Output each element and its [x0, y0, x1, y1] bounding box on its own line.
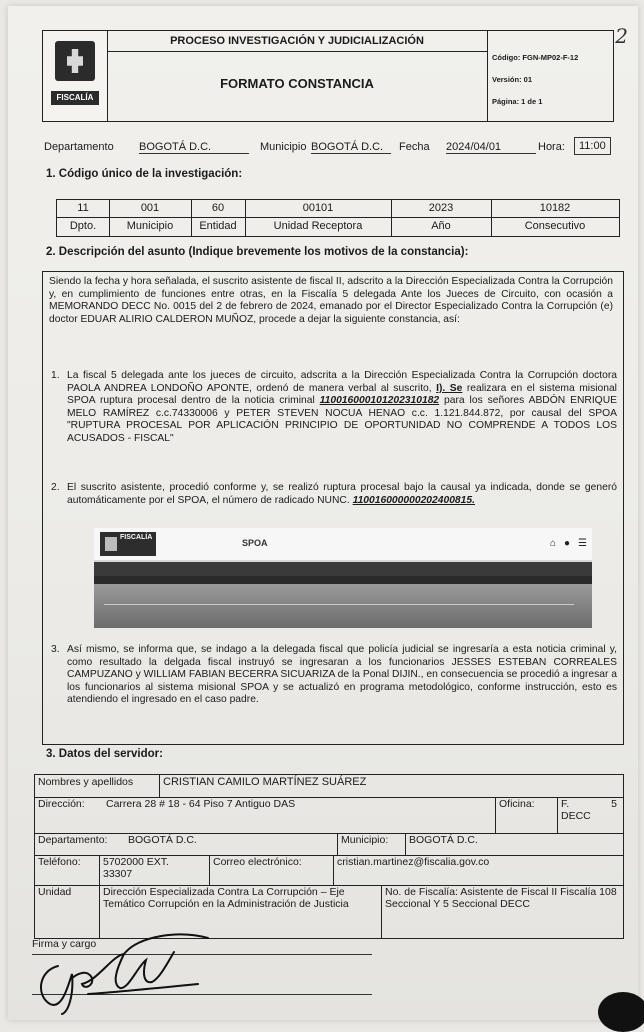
menu-icon: ☰ — [578, 538, 587, 549]
date-label: Fecha — [399, 141, 430, 153]
process-title: PROCESO INVESTIGACIÓN Y JUDICIALIZACIÓN — [107, 31, 487, 52]
handwritten-page-number: 2 — [615, 24, 628, 48]
code-cell-ano: 2023 Año — [391, 200, 492, 236]
row-phone — [35, 855, 623, 886]
list-item-2: 2. El suscrito asistente, procedió conforme y, se realizó ruptura procesal bajo la causal ya indicada, donde se generó automáticamente por el SPOA, el número de radicado NUNC. 110016000000202400815. — [51, 482, 617, 506]
code-cell-unidad: 00101 Unidad Receptora — [245, 200, 392, 236]
logo-label: FISCALÍA — [51, 91, 99, 105]
investigation-code-table — [56, 199, 620, 237]
server-data-table — [34, 774, 624, 939]
dept-label: Departamento: — [38, 834, 108, 846]
fiscalia-logo — [43, 31, 108, 121]
date-value: 2024/04/01 — [446, 141, 536, 154]
signature-label: Firma y cargo — [32, 938, 97, 950]
fiscalia-number: No. de Fiscalía: Asistente de Fiscal II Fiscalía 108 Seccional Y 5 Seccional DECC — [381, 885, 623, 938]
document-code: Código: FGN-MP02-F-12 — [492, 53, 579, 62]
spoa-fiscalia-logo: FISCALÍA — [100, 532, 156, 556]
spoa-content-area — [94, 584, 592, 628]
code-cell-entidad: 60 Entidad — [191, 200, 246, 236]
municipality-label: Municipio — [260, 141, 307, 153]
spoa-title: SPOA — [242, 538, 268, 548]
address-value: Carrera 28 # 18 - 64 Piso 7 Antiguo DAS — [106, 798, 296, 810]
name-value: CRISTIAN CAMILO MARTÍNEZ SUÁREZ — [159, 775, 623, 797]
mun-value: BOGOTÁ D.C. — [405, 833, 623, 855]
document-version: Versión: 01 — [492, 75, 533, 84]
hour-label: Hora: — [538, 141, 565, 153]
email-label: Correo electrónico: — [209, 855, 333, 885]
document-page — [8, 6, 638, 1020]
list-item-1: 1. La fiscal 5 delegada ante los jueces de circuito, adscrita a la Dirección Especializada Contra la Corrupción doctora PAOLA ANDREA LONDOÑO APONTE, ordenó de manera verbal al suscrito, I). Se realizara en el sistema misional SPOA ruptura procesal dentro de la noticia criminal 110016000101202310182 para los señores ABDÓN ENRIQUE MELO RAMÍREZ c.c.74330006 y PETER STEVEN NOCUA HENAO c.c. 1.121.844.872, por causal del SPOA "RUPTURA PROCESAL POR APLICACIÓN PRINCIPIO DE OPORTUNIDAD NO COMPRENDE A TODOS LOS ACUSADOS - FISCAL" — [51, 370, 617, 444]
document-header — [42, 30, 614, 122]
unit-label: Unidad — [38, 886, 72, 898]
phone-label: Teléfono: — [38, 856, 81, 868]
section-3-title: 3. Datos del servidor: — [46, 748, 163, 760]
name-label: Nombres y apellidos — [38, 776, 134, 788]
list-item-3: 3. Así mismo, se informa que, se indago a la delegada fiscal que policía judicial se ingresaría a esta noticia criminal y, como resultado la delgada fiscal instruyó se ingresaran a los funcionarios JESSES ESTEBAN CORREALES CAMPUZANO y WILLIAM FABIAN BECERRA SICUARIZA de la Ponal DIJIN., en consecuencia se procedió a ingresar a los funcionarios al sistema misional SPOA y se actualizó en programa metodológico, conforme instrucción, esto es atendiendo el ingresado en el caso padre. — [51, 644, 617, 706]
ink-blot — [598, 992, 644, 1032]
section-2-title: 2. Descripción del asunto (Indique brevemente los motivos de la constancia): — [46, 246, 469, 258]
location-line — [44, 139, 624, 161]
code-cell-consecutivo: 10182 Consecutivo — [491, 200, 619, 236]
user-icon: ● — [564, 538, 571, 549]
row-department — [35, 833, 623, 856]
radicado-number: 110016000000202400815. — [352, 494, 475, 506]
spoa-topbar — [94, 528, 592, 560]
section-1-title: 1. Código único de la investigación: — [46, 168, 243, 180]
hour-value: 11:00 — [574, 137, 611, 155]
description-box — [42, 271, 624, 745]
municipality-value: BOGOTÁ D.C. — [311, 141, 391, 154]
office-value: F. 5 DECC — [557, 797, 623, 833]
code-cell-dpto: 11 Dpto. — [57, 200, 110, 236]
intro-paragraph: Siendo la fecha y hora señalada, el suscrito asistente de fiscal II, adscrito a la Dirección Especializada Contra la Corrupción y, en cumplimiento de funciones entre otras, en la Fiscalía 5 delegada Ante los Jueces de Circuito, con ocasión a MEMORANDO DECC No. 0015 del 2 de febrero de 2024, emanado por el Director Especializado Contra la Corrupción (e) doctor EDUAR ALIRIO CALDERON MUÑOZ, procede a dejar la siguiente constancia, así: — [49, 276, 613, 325]
email-value: cristian.martinez@fiscalia.gov.co — [333, 855, 623, 885]
row-name — [35, 775, 623, 798]
dept-value: BOGOTÁ D.C. — [128, 834, 197, 846]
code-cell-municipio: 001 Municipio — [109, 200, 192, 236]
spoa-screenshot — [94, 528, 592, 628]
spoa-subbar — [94, 576, 592, 584]
document-metadata — [487, 31, 614, 121]
phone-value: 5702000 EXT. 33307 — [99, 855, 209, 885]
fiscalia-emblem-icon — [55, 41, 95, 81]
unit-value: Dirección Especializada Contra La Corrupción – Eje Temático Corrupción en la Administración de Justicia — [99, 885, 381, 938]
format-title: FORMATO CONSTANCIA — [220, 76, 374, 91]
department-value: BOGOTÁ D.C. — [139, 141, 249, 154]
row-address — [35, 797, 623, 834]
address-label: Dirección: — [38, 798, 85, 810]
noticia-criminal-number: 110016000101202310182 — [319, 395, 440, 407]
department-label: Departamento — [44, 141, 114, 153]
mun-label: Municipio: — [337, 833, 405, 855]
home-icon: ⌂ — [550, 538, 557, 549]
handwritten-signature — [28, 926, 218, 1016]
office-label: Oficina: — [495, 797, 557, 833]
document-pagination: Página: 1 de 1 — [492, 97, 543, 106]
